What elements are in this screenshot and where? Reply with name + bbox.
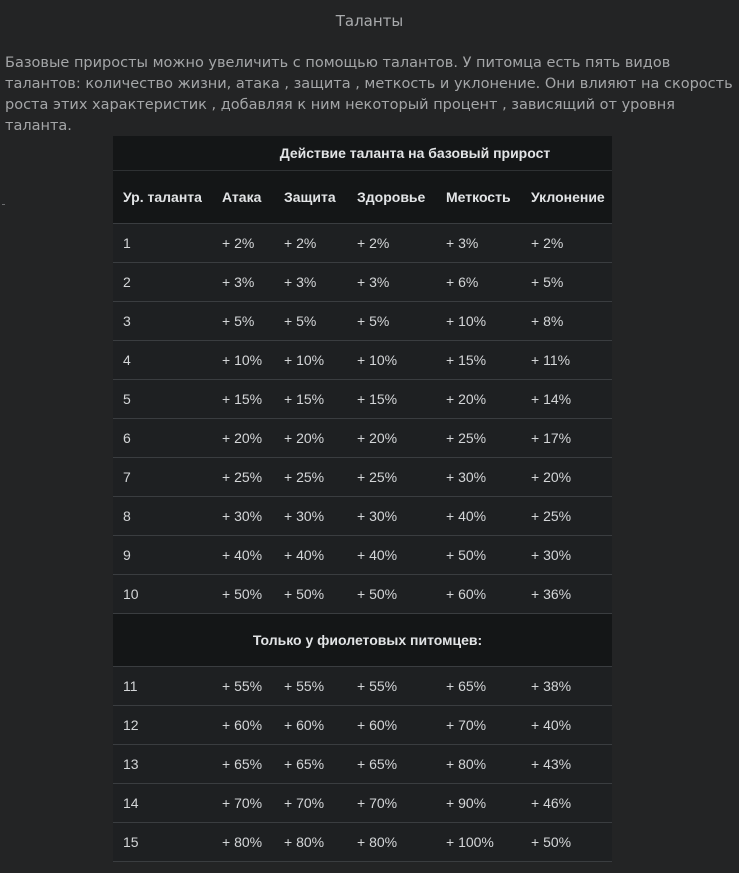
cell-health: + 55% bbox=[347, 667, 436, 706]
cell-accuracy: + 80% bbox=[436, 745, 521, 784]
cell-attack: + 30% bbox=[212, 497, 274, 536]
table-row bbox=[113, 667, 612, 706]
stray-mark bbox=[2, 204, 5, 205]
cell-evasion: + 20% bbox=[521, 458, 612, 497]
cell-accuracy: + 60% bbox=[436, 575, 521, 614]
table-row bbox=[113, 302, 612, 341]
cell-defense: + 5% bbox=[274, 302, 347, 341]
cell-defense: + 55% bbox=[274, 667, 347, 706]
cell-accuracy: + 65% bbox=[436, 667, 521, 706]
cell-attack: + 40% bbox=[212, 536, 274, 575]
table-row bbox=[113, 536, 612, 575]
cell-defense: + 50% bbox=[274, 575, 347, 614]
cell-evasion: + 43% bbox=[521, 745, 612, 784]
cell-level: 13 bbox=[113, 745, 212, 784]
table-row bbox=[113, 823, 612, 862]
cell-level: 6 bbox=[113, 419, 212, 458]
table-row bbox=[113, 706, 612, 745]
cell-attack: + 2% bbox=[212, 224, 274, 263]
cell-level: 5 bbox=[113, 380, 212, 419]
cell-accuracy: + 10% bbox=[436, 302, 521, 341]
intro-paragraph: Базовые приросты можно увеличить с помощью талантов. У питомца есть пять видов талантов: количество жизни, атака , защита , меткость и уклонение. Они влияют на скорость роста этих характеристик , добавляя к ним некоторый процент , зависящий от уровня таланта. bbox=[5, 55, 733, 134]
cell-evasion: + 5% bbox=[521, 263, 612, 302]
cell-accuracy: + 15% bbox=[436, 341, 521, 380]
cell-accuracy: + 40% bbox=[436, 497, 521, 536]
cell-defense: + 10% bbox=[274, 341, 347, 380]
cell-accuracy: + 20% bbox=[436, 380, 521, 419]
cell-health: + 60% bbox=[347, 706, 436, 745]
cell-health: + 50% bbox=[347, 575, 436, 614]
cell-evasion: + 2% bbox=[521, 224, 612, 263]
cell-health: + 40% bbox=[347, 536, 436, 575]
cell-health: + 15% bbox=[347, 380, 436, 419]
cell-defense: + 20% bbox=[274, 419, 347, 458]
cell-level: 3 bbox=[113, 302, 212, 341]
table-row bbox=[113, 380, 612, 419]
cell-defense: + 3% bbox=[274, 263, 347, 302]
cell-accuracy: + 30% bbox=[436, 458, 521, 497]
page-title: Таланты bbox=[335, 12, 404, 30]
cell-health: + 5% bbox=[347, 302, 436, 341]
cell-evasion: + 36% bbox=[521, 575, 612, 614]
cell-level: 7 bbox=[113, 458, 212, 497]
column-header-health: Здоровье bbox=[347, 171, 436, 224]
purple-table-body bbox=[113, 667, 612, 862]
cell-level: 15 bbox=[113, 823, 212, 862]
table-row bbox=[113, 458, 612, 497]
cell-attack: + 60% bbox=[212, 706, 274, 745]
cell-accuracy: + 3% bbox=[436, 224, 521, 263]
table-header-row bbox=[113, 171, 612, 224]
cell-accuracy: + 70% bbox=[436, 706, 521, 745]
cell-accuracy: + 90% bbox=[436, 784, 521, 823]
cell-attack: + 50% bbox=[212, 575, 274, 614]
cell-health: + 80% bbox=[347, 823, 436, 862]
cell-evasion: + 17% bbox=[521, 419, 612, 458]
cell-attack: + 70% bbox=[212, 784, 274, 823]
cell-evasion: + 11% bbox=[521, 341, 612, 380]
table-title-row bbox=[113, 136, 612, 171]
cell-health: + 3% bbox=[347, 263, 436, 302]
table-row bbox=[113, 575, 612, 614]
table-row bbox=[113, 497, 612, 536]
cell-defense: + 40% bbox=[274, 536, 347, 575]
cell-attack: + 5% bbox=[212, 302, 274, 341]
cell-level: 14 bbox=[113, 784, 212, 823]
section-label: Только у фиолетовых питомцев: bbox=[113, 614, 612, 667]
table-row bbox=[113, 224, 612, 263]
cell-evasion: + 50% bbox=[521, 823, 612, 862]
cell-level: 12 bbox=[113, 706, 212, 745]
cell-level: 11 bbox=[113, 667, 212, 706]
cell-attack: + 25% bbox=[212, 458, 274, 497]
cell-attack: + 65% bbox=[212, 745, 274, 784]
cell-defense: + 2% bbox=[274, 224, 347, 263]
cell-defense: + 80% bbox=[274, 823, 347, 862]
column-header-accuracy: Меткость bbox=[436, 171, 521, 224]
cell-evasion: + 14% bbox=[521, 380, 612, 419]
cell-accuracy: + 25% bbox=[436, 419, 521, 458]
table-caption: Действие таланта на базовый прирост bbox=[113, 136, 612, 171]
cell-level: 2 bbox=[113, 263, 212, 302]
cell-defense: + 60% bbox=[274, 706, 347, 745]
cell-defense: + 70% bbox=[274, 784, 347, 823]
cell-attack: + 10% bbox=[212, 341, 274, 380]
cell-attack: + 3% bbox=[212, 263, 274, 302]
cell-accuracy: + 6% bbox=[436, 263, 521, 302]
cell-level: 8 bbox=[113, 497, 212, 536]
cell-level: 10 bbox=[113, 575, 212, 614]
cell-health: + 65% bbox=[347, 745, 436, 784]
cell-evasion: + 25% bbox=[521, 497, 612, 536]
table-row bbox=[113, 341, 612, 380]
section-row bbox=[113, 614, 612, 667]
cell-defense: + 25% bbox=[274, 458, 347, 497]
cell-evasion: + 8% bbox=[521, 302, 612, 341]
cell-attack: + 80% bbox=[212, 823, 274, 862]
cell-evasion: + 40% bbox=[521, 706, 612, 745]
column-header-attack: Атака bbox=[212, 171, 274, 224]
cell-health: + 70% bbox=[347, 784, 436, 823]
cell-defense: + 15% bbox=[274, 380, 347, 419]
cell-accuracy: + 50% bbox=[436, 536, 521, 575]
cell-attack: + 15% bbox=[212, 380, 274, 419]
column-header-level: Ур. таланта bbox=[113, 171, 212, 224]
cell-attack: + 55% bbox=[212, 667, 274, 706]
cell-health: + 10% bbox=[347, 341, 436, 380]
cell-level: 4 bbox=[113, 341, 212, 380]
cell-evasion: + 30% bbox=[521, 536, 612, 575]
cell-attack: + 20% bbox=[212, 419, 274, 458]
cell-health: + 20% bbox=[347, 419, 436, 458]
cell-health: + 25% bbox=[347, 458, 436, 497]
cell-evasion: + 38% bbox=[521, 667, 612, 706]
table-row bbox=[113, 419, 612, 458]
table-row bbox=[113, 745, 612, 784]
cell-accuracy: + 100% bbox=[436, 823, 521, 862]
column-header-defense: Защита bbox=[274, 171, 347, 224]
talent-table bbox=[113, 136, 612, 862]
cell-health: + 30% bbox=[347, 497, 436, 536]
column-header-evasion: Уклонение bbox=[521, 171, 612, 224]
cell-level: 9 bbox=[113, 536, 212, 575]
cell-evasion: + 46% bbox=[521, 784, 612, 823]
cell-defense: + 30% bbox=[274, 497, 347, 536]
cell-health: + 2% bbox=[347, 224, 436, 263]
table-body bbox=[113, 224, 612, 614]
table-row bbox=[113, 784, 612, 823]
cell-defense: + 65% bbox=[274, 745, 347, 784]
cell-level: 1 bbox=[113, 224, 212, 263]
table-row bbox=[113, 263, 612, 302]
